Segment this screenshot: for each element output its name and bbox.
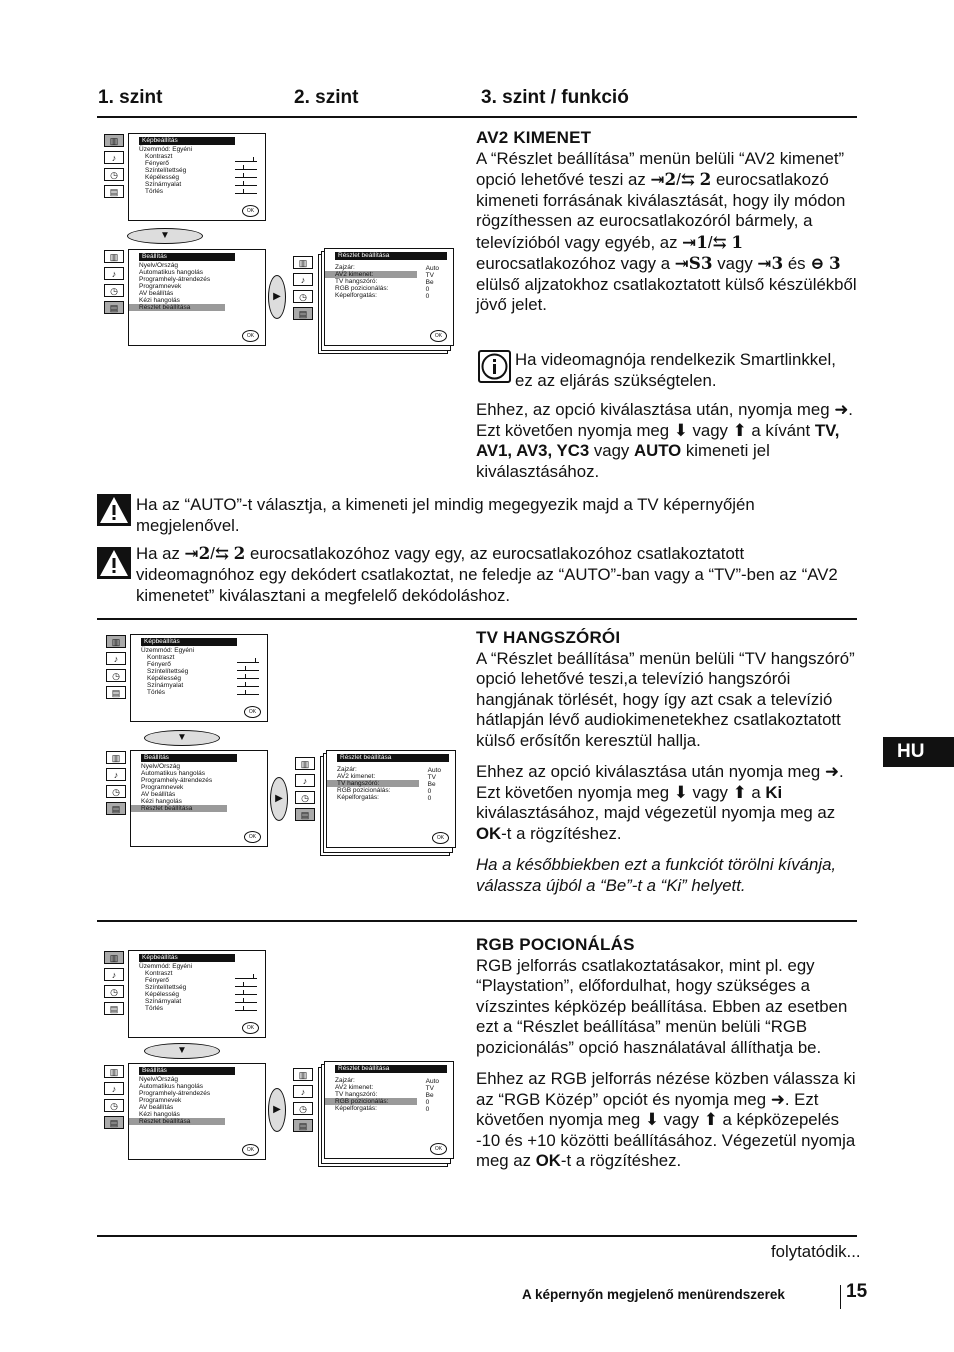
- menu-row: TV hangszóró:: [335, 278, 378, 285]
- picture-tab-icon: ▥: [293, 256, 313, 269]
- sound-tab-icon: ♪: [106, 768, 126, 781]
- timer-tab-icon: ◷: [104, 985, 124, 998]
- menu-row: Üzemmód: Egyéni: [141, 647, 195, 654]
- footer-divider: [840, 1285, 841, 1309]
- header-rule: [97, 116, 857, 118]
- menu-row: Nyelv/Ország: [141, 763, 181, 770]
- text-bold: TV, AV1, AV3, YC3: [476, 420, 840, 460]
- picture-tab-icon: ▥: [104, 134, 124, 147]
- down-arrow-icon: ▼: [144, 730, 220, 746]
- text: eurocsatlakozó kimeneti forrásának kiválasztását, hogy ily módon rögzíthessen az eurocsatlakozóról bármely, a televízióból vagy egyéb, az: [476, 170, 846, 252]
- text: . Ezt követően nyomja meg: [476, 1089, 819, 1129]
- paragraph: RGB jelforrás csatlakoztatásakor, mint pl. egy “Playstation”, előfordulhat, hogy szükséges a vízszintes képközép beállítása. Ebben az esetben ezt a “Részlet beállítása” menün belüli “RGB pozicionálás” opció használatával állíthatja be.: [476, 955, 848, 1057]
- detail-menu-screen: [324, 248, 454, 346]
- right-arrow-icon: ▶: [270, 777, 288, 821]
- text: vagy: [692, 420, 728, 440]
- sound-tab-icon: ♪: [104, 1082, 124, 1095]
- menu-row: Képelforgatás:: [335, 292, 377, 299]
- scart-2-icon: ⇥: [650, 169, 665, 189]
- text: . Ezt követően nyomja meg: [476, 400, 853, 440]
- menu-row: Színtelítettség: [145, 167, 187, 174]
- right-button-icon: ➜: [824, 762, 839, 781]
- menu-row: Automatikus hangolás: [139, 269, 203, 276]
- ok-icon: OK: [242, 205, 259, 217]
- menu-title: Képbeállítás: [141, 638, 237, 646]
- timer-tab-icon: ◷: [104, 1099, 124, 1112]
- setup-tab-icon: ▤: [106, 802, 126, 815]
- sound-tab-icon: ♪: [104, 151, 124, 164]
- header-level2: 2. szint: [294, 87, 359, 108]
- menu-row-selected: TV hangszóró:: [327, 780, 419, 787]
- menu-row: AV beállítás: [139, 1104, 174, 1111]
- input-number: 3: [700, 253, 713, 273]
- menu-tabs: [104, 134, 126, 202]
- menu-row: Automatikus hangolás: [141, 770, 205, 777]
- menu-row: Zajzár:: [337, 766, 357, 773]
- setup-tab-icon: ▤: [104, 1116, 124, 1129]
- ok-icon: OK: [430, 1143, 447, 1155]
- ok-icon: OK: [242, 1022, 259, 1034]
- language-tab: HU: [883, 737, 954, 767]
- text: vagy: [692, 782, 728, 802]
- menu-tabs: [106, 635, 128, 703]
- setup-tab-icon: ▤: [106, 686, 126, 699]
- picture-tab-icon: ▥: [106, 635, 126, 648]
- menu-values: [428, 767, 441, 802]
- up-button-icon: ⬆: [732, 420, 747, 440]
- menu-row: Nyelv/Ország: [139, 262, 179, 269]
- text: kimeneti jel kiválasztásához.: [476, 441, 770, 481]
- menu-row: AV beállítás: [141, 791, 176, 798]
- menu-tabs: [104, 250, 126, 318]
- scart-io-icon: ⇆: [214, 543, 229, 563]
- menu-tabs: [106, 751, 128, 819]
- text-bold: AUTO: [633, 441, 682, 460]
- down-button-icon: ⬇: [673, 420, 688, 440]
- timer-tab-icon: ◷: [104, 168, 124, 181]
- setup-tab-icon: ▤: [104, 1002, 124, 1015]
- menu-title: Részlet beállítása: [337, 754, 449, 762]
- text: vagy: [717, 254, 753, 273]
- scart-number: 2: [699, 169, 712, 189]
- video-in-icon: ⇥: [757, 253, 772, 273]
- text: a: [751, 782, 761, 802]
- svideo-icon: ⇥S: [674, 253, 701, 273]
- menu-row: Képélesség: [147, 675, 181, 682]
- menu-row: Programnevek: [139, 283, 182, 290]
- text: vagy: [663, 1110, 700, 1129]
- menu-value: TV: [427, 774, 436, 781]
- menu-row: Automatikus hangolás: [139, 1083, 203, 1090]
- menu-row: Képélesség: [145, 174, 179, 181]
- warning-icon: [97, 547, 131, 579]
- menu-row: Üzemmód: Egyéni: [139, 146, 193, 153]
- menu-row: Színárnyalat: [147, 682, 184, 689]
- menu-value: 0: [425, 293, 430, 300]
- info-note: Ha videomagnója rendelkezik Smartlinkkel, ez az eljárás szükségtelen.: [515, 350, 836, 390]
- down-button-icon: ⬇: [644, 1110, 659, 1129]
- menu-row: Képélesség: [145, 991, 179, 998]
- menu-row: Fényerő: [145, 160, 169, 167]
- audio-in-icon: ⊖: [810, 253, 825, 273]
- setup-tab-icon: ▤: [104, 301, 124, 314]
- menu-row: Programhely-átrendezés: [139, 276, 211, 283]
- menu-row: Fényerő: [145, 977, 169, 984]
- text: vagy: [593, 441, 630, 460]
- menu-row-selected: RGB pozicionálás:: [325, 1098, 417, 1105]
- menu-value: Auto: [425, 1078, 439, 1085]
- section-title: TV HANGSZÓRÓI: [476, 628, 621, 647]
- picture-menu-screen: [128, 133, 266, 221]
- timer-tab-icon: ◷: [104, 284, 124, 297]
- menu-tabs: [295, 757, 317, 825]
- text: elülső aljzatokhoz csatlakoztatott külső készülékből jövő jelet.: [476, 274, 857, 314]
- text: a kívánt: [751, 420, 811, 440]
- menu-row: Nyelv/Ország: [139, 1076, 179, 1083]
- timer-tab-icon: ◷: [106, 785, 126, 798]
- ok-icon: OK: [244, 831, 261, 843]
- menu-value: Be: [425, 1092, 434, 1099]
- slider-marks: [237, 655, 259, 695]
- section-tv-speakers: [476, 628, 858, 907]
- footer-title: A képernyőn megjelenő menürendszerek: [522, 1287, 785, 1302]
- section-title: AV2 KIMENET: [476, 128, 592, 147]
- continued-note: folytatódik...: [771, 1242, 861, 1261]
- section-av2-output: [476, 128, 858, 327]
- text: eurocsatlakozóhoz vagy a: [476, 254, 671, 273]
- menu-title: Beállítás: [139, 253, 235, 261]
- setup-tab-icon: ▤: [295, 808, 315, 821]
- text: eurocsatlakozóhoz vagy egy, az eurocsatlakozóhoz csatlakoztatott videomagnóhoz egy dekódert csatlakoztat, ne feledje az “AUTO”-ban vagy a “TV”-ben az “AV2 kimenetet” kiválasztani a megfelelő dekódoláshoz.: [136, 544, 838, 605]
- menu-row: Kontraszt: [147, 654, 175, 661]
- menu-row: Színárnyalat: [145, 998, 182, 1005]
- menu-title: Képbeállítás: [139, 954, 235, 962]
- menu-row: Törlés: [145, 188, 164, 195]
- setup-menu-screen: [130, 750, 268, 847]
- header-level3: 3. szint / funkció: [481, 87, 629, 108]
- menu-row: Programhely-átrendezés: [141, 777, 213, 784]
- menu-value: TV: [425, 1085, 434, 1092]
- picture-tab-icon: ▥: [293, 1068, 313, 1081]
- menu-value: Be: [425, 279, 434, 286]
- menu-row: AV2 kimenet:: [337, 773, 376, 780]
- menu-row: RGB pozicionálás:: [335, 285, 389, 292]
- italic-note: Ha a későbbiekben ezt a funkciót törölni kívánja, válassza újból a “Be”-t a “Ki” helyett.: [476, 855, 837, 895]
- menu-row: Programnevek: [139, 1097, 182, 1104]
- text: -t a rögzítéshez.: [560, 1151, 682, 1170]
- scart-io-icon: ⇆: [680, 169, 695, 189]
- menu-value: 0: [425, 1099, 430, 1106]
- setup-tab-icon: ▤: [293, 307, 313, 320]
- text: Ehhez, az opció kiválasztása után, nyomja meg: [476, 400, 830, 419]
- text: kiválasztásához, majd végezetül nyomja meg az: [476, 803, 836, 822]
- ok-icon: OK: [430, 330, 447, 342]
- up-button-icon: ⬆: [703, 1110, 718, 1129]
- menu-row: Zajzár:: [335, 264, 355, 271]
- scart-number: 1: [696, 231, 708, 252]
- scart-io-icon: ⇆: [712, 231, 727, 252]
- picture-tab-icon: ▥: [295, 757, 315, 770]
- text: . Ezt követően nyomja meg: [476, 762, 844, 802]
- menu-row-selected: Részlet beállítása: [129, 1118, 225, 1125]
- menu-row-selected: Részlet beállítása: [129, 304, 225, 311]
- scart-number: 2: [664, 169, 677, 189]
- menu-row: Kézi hangolás: [141, 798, 182, 805]
- menu-value: 0: [427, 795, 432, 802]
- section-rule: [97, 920, 857, 922]
- menu-values: [426, 1078, 439, 1113]
- down-arrow-icon: ▼: [127, 228, 203, 244]
- timer-tab-icon: ◷: [293, 1102, 313, 1115]
- scart-2-icon: ⇥: [184, 543, 199, 563]
- paragraph: [476, 1069, 858, 1172]
- menu-row: Színtelítettség: [147, 668, 189, 675]
- right-button-icon: ➜: [770, 1089, 785, 1109]
- input-number: 3: [828, 253, 841, 273]
- ok-icon: OK: [432, 832, 449, 844]
- ok-icon: OK: [242, 1144, 259, 1156]
- warning-text: Ha az ⇥2/⇆ 2 eurocsatlakozóhoz vagy egy, az eurocsatlakozóhoz csatlakoztatott videomagnóhoz egy dekódert csatlakoztat, ne feledje az “AUTO”-ban vagy a “TV”-ben az “AV2 kimenetet” kiválasztani a megfelelő dekódoláshoz.: [136, 543, 838, 605]
- menu-title: Beállítás: [139, 1067, 235, 1075]
- menu-row: Programhely-átrendezés: [139, 1090, 211, 1097]
- down-arrow-icon: ▼: [144, 1043, 220, 1059]
- menu-tabs: [104, 951, 126, 1019]
- menu-title: Képbeállítás: [139, 137, 235, 145]
- menu-value: 0: [427, 788, 432, 795]
- menu-row: AV2 kimenet:: [335, 1084, 374, 1091]
- menu-value: TV: [425, 272, 434, 279]
- info-icon: [478, 350, 511, 383]
- menu-row: Kontraszt: [145, 970, 173, 977]
- ok-icon: OK: [242, 330, 259, 342]
- text: Ehhez az RGB jelforrás nézése közben válassza ki az “RGB Közép” opciót és nyomja meg: [476, 1069, 856, 1109]
- scart-number: 2: [233, 543, 246, 563]
- section-rule: [97, 1235, 857, 1237]
- menu-tabs: [293, 256, 315, 324]
- text-bold: Ki: [765, 782, 783, 802]
- menu-row: TV hangszóró:: [335, 1091, 378, 1098]
- menu-value: 0: [425, 286, 430, 293]
- picture-menu-screen: [128, 950, 266, 1038]
- menu-title: Beállítás: [141, 754, 237, 762]
- text-bold: OK: [535, 1151, 561, 1170]
- slider-marks: [235, 971, 257, 1011]
- text: a képközepelés -10 és +10 közötti beállításához. Végezetül nyomja meg az: [476, 1110, 856, 1170]
- text-bold: OK: [476, 823, 502, 843]
- slider-marks: [235, 154, 257, 194]
- picture-tab-icon: ▥: [104, 951, 124, 964]
- paragraph: [476, 762, 858, 844]
- menu-tabs: [104, 1065, 126, 1133]
- picture-menu-screen: [130, 634, 268, 722]
- ok-icon: OK: [244, 706, 261, 718]
- menu-row: Törlés: [145, 1005, 164, 1012]
- sound-tab-icon: ♪: [293, 1085, 313, 1098]
- input-number: 3: [771, 253, 784, 273]
- scart-number: 1: [731, 231, 744, 252]
- scart-1-icon: ⇥: [682, 231, 697, 252]
- menu-values: [426, 265, 439, 300]
- timer-tab-icon: ◷: [106, 669, 126, 682]
- up-button-icon: ⬆: [732, 782, 747, 802]
- sound-tab-icon: ♪: [106, 652, 126, 665]
- menu-tabs: [293, 1068, 315, 1136]
- setup-tab-icon: ▤: [293, 1119, 313, 1132]
- detail-menu-screen: [324, 1061, 454, 1159]
- text: -t a rögzítéshez.: [501, 823, 622, 843]
- sound-tab-icon: ♪: [293, 273, 313, 286]
- menu-row: Kézi hangolás: [139, 1111, 180, 1118]
- page-number: 15: [846, 1281, 868, 1302]
- menu-row: Zajzár:: [335, 1077, 355, 1084]
- timer-tab-icon: ◷: [293, 290, 313, 303]
- section-title: RGB POCIONÁLÁS: [476, 935, 635, 954]
- picture-tab-icon: ▥: [106, 751, 126, 764]
- menu-row: Kézi hangolás: [139, 297, 180, 304]
- text: A “Részlet beállítása” menün belüli “AV2 kimenet” opció lehetővé teszi az: [476, 148, 845, 189]
- menu-row: Színtelítettség: [145, 984, 187, 991]
- menu-row: AV beállítás: [139, 290, 174, 297]
- menu-row: Programnevek: [141, 784, 184, 791]
- menu-row: Üzemmód: Egyéni: [139, 963, 193, 970]
- paragraph: A “Részlet beállítása” menün belüli “AV2 kimenet” opció lehetővé teszi az ⇥2/⇆ 2 eurocsatlakozó kimeneti forrásának kiválasztását, hogy ily módon rögzíthessen az eurocsatlakozóról bármely, a televízióból vagy egyéb, az ⇥1/⇆ 1 eurocsatlakozóhoz vagy a ⇥S3 vagy ⇥3 és ⊖ 3 elülső aljzatokhoz csatlakoztatott külső készülékből jövő jelet.: [476, 148, 857, 314]
- menu-row: Színárnyalat: [145, 181, 182, 188]
- scart-number: 2: [198, 543, 211, 563]
- menu-row: RGB pozicionálás:: [337, 787, 391, 794]
- text: Ehhez az opció kiválasztása után nyomja meg: [476, 762, 821, 781]
- right-arrow-icon: ▶: [268, 275, 286, 319]
- section-rule: [97, 618, 857, 620]
- picture-tab-icon: ▥: [104, 250, 124, 263]
- detail-menu-screen: [326, 750, 456, 848]
- menu-value: 0: [425, 1106, 430, 1113]
- menu-row: Kontraszt: [145, 153, 173, 160]
- menu-row-selected: Részlet beállítása: [131, 805, 227, 812]
- menu-row-selected: AV2 kimenet:: [325, 271, 417, 278]
- right-button-icon: ➜: [834, 400, 849, 419]
- menu-value: Be: [427, 781, 436, 788]
- timer-tab-icon: ◷: [295, 791, 315, 804]
- sound-tab-icon: ♪: [104, 267, 124, 280]
- menu-row: Fényerő: [147, 661, 171, 668]
- menu-value: Auto: [425, 265, 439, 272]
- warning-text: Ha az “AUTO”-t választja, a kimeneti jel mindig megegyezik majd a TV képernyőjén megjelenővel.: [136, 495, 755, 535]
- menu-row: Képelforgatás:: [337, 794, 379, 801]
- setup-menu-screen: [128, 249, 266, 346]
- setup-menu-screen: [128, 1063, 266, 1160]
- down-button-icon: ⬇: [673, 782, 688, 802]
- menu-row: Törlés: [147, 689, 166, 696]
- menu-value: Auto: [427, 767, 441, 774]
- warning-icon: [97, 494, 131, 526]
- menu-title: Részlet beállítása: [335, 252, 447, 260]
- sound-tab-icon: ♪: [295, 774, 315, 787]
- menu-row: Képelforgatás:: [335, 1105, 377, 1112]
- header-level1: 1. szint: [98, 87, 163, 108]
- paragraph: A “Részlet beállítása” menün belüli “TV hangszóró” opció lehetővé teszi,a televízió hangszórói hangjának törlését, hogy így azt csak a televízió hátlapján lévő audiokimenetekhez csatlakoztatott külső erősítőn keresztül hallja.: [476, 648, 855, 750]
- section-rgb-positioning: [476, 935, 858, 1183]
- sound-tab-icon: ♪: [104, 968, 124, 981]
- menu-title: Részlet beállítása: [335, 1065, 447, 1073]
- paragraph: [476, 400, 858, 482]
- text: és: [787, 254, 806, 273]
- right-arrow-icon: ▶: [268, 1088, 286, 1132]
- section-av2-instructions: [476, 400, 858, 493]
- setup-tab-icon: ▤: [104, 185, 124, 198]
- text: Ha az: [136, 544, 180, 563]
- picture-tab-icon: ▥: [104, 1065, 124, 1078]
